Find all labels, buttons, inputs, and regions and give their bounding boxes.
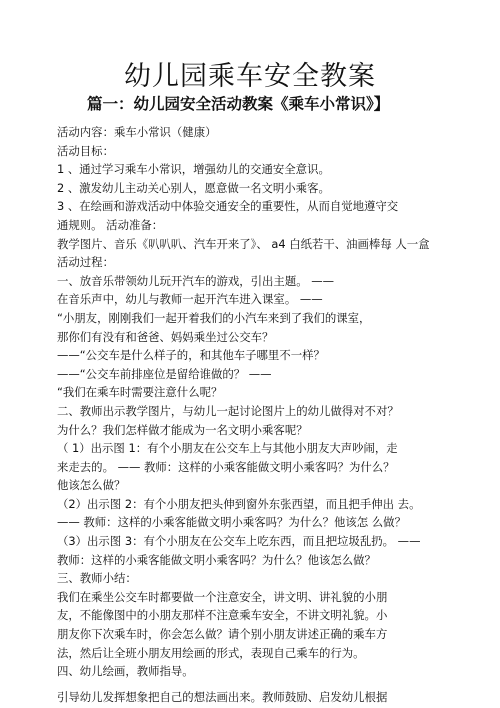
paragraph-gap bbox=[57, 681, 477, 688]
body-text-line: 友，不能像图中的小朋友那样不注意乘车安全，不讲文明礼貌。小 bbox=[57, 608, 388, 623]
body-text-line: 一、放音乐带领幼儿玩开汽车的游戏，引出主题。 —— bbox=[57, 273, 334, 288]
body-text-line: 在音乐声中，幼儿与教师一起开汽车进入课室。 —— bbox=[57, 292, 323, 307]
body-text-line: 我们在乘坐公交车时都要做一个注意安全，讲文明、讲礼貌的小朋 bbox=[57, 589, 388, 604]
body-text-line: （ 1）出示图 1：有个小朋友在公交车上与其他小朋友大声吵闹，走 bbox=[57, 441, 398, 456]
body-text-line: 通规则。 活动准备： bbox=[57, 217, 164, 232]
body-text-line: 为什么？我们怎样做才能成为一名文明小乘客呢？ bbox=[57, 422, 308, 437]
body-text-line: ——“公交车前排座位是留给谁做的？ —— bbox=[57, 366, 272, 381]
body-text-line: 朋友你下次乘车时，你会怎么做？请个别小朋友讲述正确的乘车方 bbox=[57, 627, 388, 642]
body-text-line: “我们在乘车时需要注意什么呢？ bbox=[57, 385, 223, 400]
body-text-line: ——“公交车是什么样子的，和其他车子哪里不一样？ bbox=[57, 348, 325, 363]
body-text-line: 教师：这样的小乘客能做文明小乘客吗？为什么？他该怎么做？ bbox=[57, 552, 376, 567]
body-text-line: 来走去的。 —— 教师：这样的小乘客能做文明小乘客吗？为什么？ bbox=[57, 459, 395, 474]
body-text-line: 活动目标： bbox=[57, 143, 114, 158]
body-text-line: —— 教师：这样的小乘客能做文明小乘客吗？为什么？他该怎 么做？ bbox=[57, 515, 406, 530]
body-text-line: 3 、在绘画和游戏活动中体验交通安全的重要性，从而自觉地遵守交 bbox=[57, 199, 399, 214]
body-text-line: 他该怎么做？ bbox=[57, 478, 126, 493]
body-text-line: 二、教师出示教学图片，与幼儿一起讨论图片上的幼儿做得对不对？ bbox=[57, 403, 399, 418]
body-text-line: （2）出示图 2：有个小朋友把头伸到窗外东张西望，而且把手伸出 去。 bbox=[57, 496, 421, 511]
body-text-line: 教学图片、音乐《叭叭叭、汽车开来了》、 a4 白纸若干、油画棒每 人一盒 bbox=[57, 236, 430, 251]
body-text-line: 2 、激发幼儿主动关心别人，愿意做一名文明小乘客。 bbox=[57, 180, 330, 195]
body-text-line: 活动过程： bbox=[57, 255, 114, 270]
body-text-line: 引导幼儿发挥想象把自己的想法画出来。教师鼓励、启发幼儿根据 bbox=[57, 689, 388, 704]
body-text-line: 四、幼儿绘画，教师指导。 bbox=[57, 664, 194, 679]
body-text-line: 1 、通过学习乘车小常识，增强幼儿的交通安全意识。 bbox=[57, 162, 330, 177]
document-title: 幼儿园乘车安全教案 bbox=[124, 61, 376, 92]
body-text-line: 三、教师小结： bbox=[57, 571, 137, 586]
document-subtitle: 篇一：幼儿园安全活动教案《乘车小常识》】 bbox=[87, 95, 390, 113]
document-body bbox=[57, 123, 477, 706]
body-text-line: “小朋友，刚刚我们一起开着我们的小汽车来到了我们的课室， bbox=[57, 310, 371, 325]
body-text-line: 那你们有没有和爸爸、妈妈乘坐过公交车？ bbox=[57, 329, 274, 344]
body-text-line: 活动内容：乘车小常识（健康） bbox=[57, 125, 217, 139]
body-text-line: 法，然后让全班小朋友用绘画的形式，表现自己乘车的行为。 bbox=[57, 645, 365, 660]
body-text-line: （3）出示图 3：有个小朋友在公交车上吃东西，而且把垃圾乱扔。 —— bbox=[57, 534, 421, 549]
